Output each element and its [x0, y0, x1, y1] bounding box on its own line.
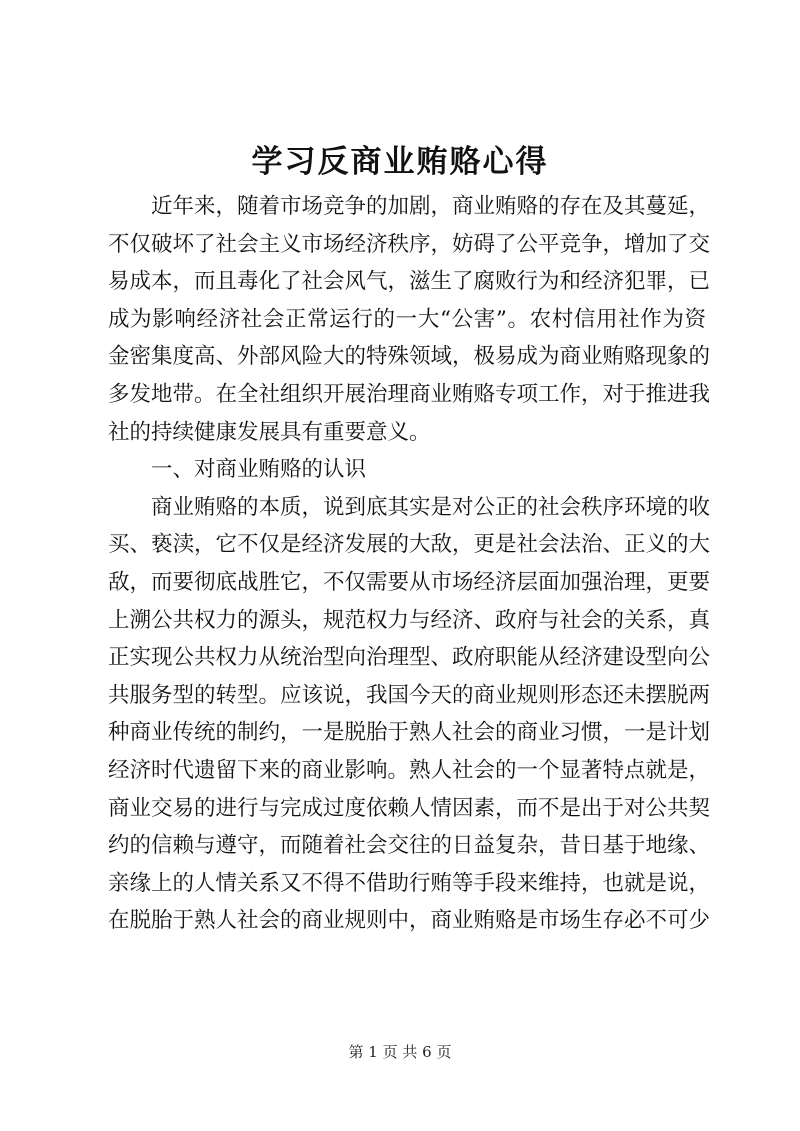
- body-line: 买、亵渎，它不仅是经济发展的大敌，更是社会法治、正义的大: [108, 532, 711, 558]
- body-line: 经济时代遗留下来的商业影响。熟人社会的一个显著特点就是，: [108, 757, 711, 783]
- body-line: 正实现公共权力从统治型向治理型、政府职能从经济建设型向公: [108, 645, 711, 671]
- body-line: 上溯公共权力的源头，规范权力与经济、政府与社会的关系，真: [108, 607, 711, 633]
- body-line: 商业交易的进行与完成过度依赖人情因素，而不是出于对公共契: [108, 795, 711, 821]
- body-line: 易成本，而且毒化了社会风气，滋生了腐败行为和经济犯罪，已: [108, 269, 711, 295]
- body-line: 不仅破坏了社会主义市场经济秩序，妨碍了公平竞争，增加了交: [108, 231, 711, 257]
- body-line: 社的持续健康发展具有重要意义。: [108, 419, 431, 445]
- body-line: 敌，而要彻底战胜它，不仅需要从市场经济层面加强治理，更要: [108, 569, 711, 595]
- body-line: 商业贿赂的本质，说到底其实是对公正的社会秩序环境的收: [151, 494, 711, 520]
- body-line: 种商业传统的制约，一是脱胎于熟人社会的商业习惯，一是计划: [108, 720, 711, 746]
- body-line: 共服务型的转型。应该说，我国今天的商业规则形态还未摆脱两: [108, 682, 711, 708]
- body-line: 多发地带。在全社组织开展治理商业贿赂专项工作，对于推进我: [108, 381, 711, 407]
- body-line: 近年来，随着市场竞争的加剧，商业贿赂的存在及其蔓延，: [151, 194, 711, 219]
- body-line: 在脱胎于熟人社会的商业规则中，商业贿赂是市场生存必不可少: [108, 908, 711, 934]
- section-heading: 一、对商业贿赂的认识: [151, 457, 367, 483]
- page-footer: 第 1 页 共 6 页: [348, 1043, 452, 1061]
- document-title: 学习反商业贿赂心得: [251, 144, 549, 180]
- body-line: 约的信赖与遵守，而随着社会交往的日益复杂，昔日基于地缘、: [108, 833, 711, 859]
- body-line: 成为影响经济社会正常运行的一大“公害”。农村信用社作为资: [108, 306, 706, 332]
- body-line: 亲缘上的人情关系又不得不借助行贿等手段来维持，也就是说，: [108, 870, 711, 896]
- body-line: 金密集度高、外部风险大的特殊领域，极易成为商业贿赂现象的: [108, 344, 711, 370]
- document-body: [108, 188, 711, 940]
